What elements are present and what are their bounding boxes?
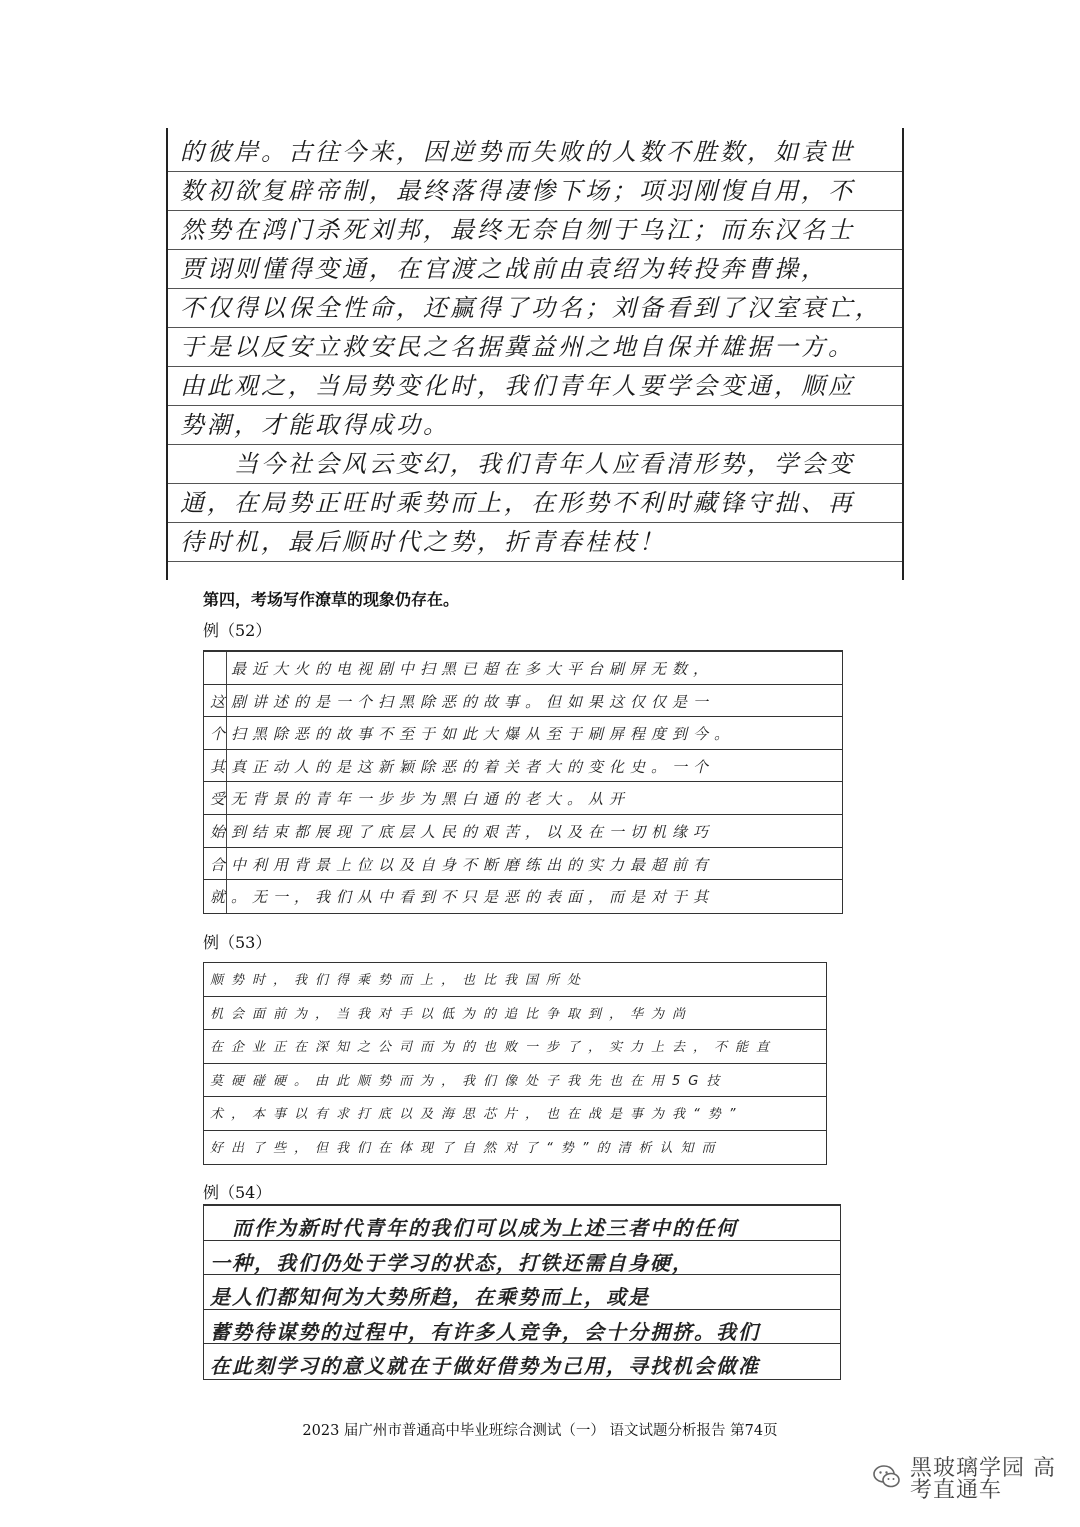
handwriting-line-text: 莫硬碰硬。由此顺势而为，我们像处子我先也在用5G技 [210, 1073, 728, 1089]
section-heading: 第四，考场写作潦草的现象仍存在。 [203, 590, 460, 609]
handwriting-line [204, 1205, 840, 1241]
handwriting-line [204, 1309, 840, 1345]
handwriting-line [168, 175, 902, 211]
handwriting-line [204, 1274, 840, 1310]
handwriting-line-text: 合中利用背景上位以及自身不断磨练出的实力最超前有 [210, 855, 715, 874]
handwriting-line [204, 651, 842, 685]
handwriting-line-text: 一种，我们仍处于学习的状态，打铁还需自身硬， [210, 1250, 694, 1275]
handwriting-scan-1 [166, 128, 904, 580]
handwriting-line [204, 1029, 826, 1064]
handwriting-line-text: 由此观之，当局势变化时，我们青年人要学会变通，顺应 [180, 372, 855, 400]
handwriting-line-text: 受无背景的青年一步步为黑白通的老大。从开 [210, 790, 631, 809]
handwriting-line [204, 996, 826, 1031]
handwriting-line [204, 1240, 840, 1276]
handwriting-line-text: 贾诩则懂得变通，在官渡之战前由袁绍为转投奔曹操， [180, 255, 828, 283]
handwriting-line-text: 然势在鸿门杀死刘邦，最终无奈自刎于乌江；而东汉名士 [180, 216, 855, 244]
handwriting-line-text: 机会面前为，当我对手以低为的追比争取到，华为尚 [210, 1006, 694, 1022]
handwriting-line [204, 814, 842, 848]
handwriting-line-text: 顺势时，我们得乘势而上，也比我国所处 [210, 973, 589, 988]
handwriting-line-text: 个扫黑除恶的故事不至于如此大爆从至于刷屏程度到今。 [210, 725, 736, 744]
handwriting-line [168, 526, 902, 562]
page-footer: 2023 届广州市普通高中毕业班综合测试（一） 语文试题分析报告 第74页 [302, 1423, 778, 1439]
handwriting-line-text: 待时机，最后顺时代之势，折青春桂枝！ [180, 528, 666, 556]
handwriting-line [168, 214, 902, 250]
caption-example-54: 例（54） [203, 1183, 272, 1202]
handwriting-line-text: 的彼岸。古往今来，因逆势而失败的人数不胜数，如袁世 [180, 138, 855, 166]
handwriting-line-text: 于是以反安立救安民之名据冀益州之地自保并雄据一方。 [180, 333, 855, 361]
handwriting-line-text: 其真正动人的是这新颖除恶的着关者大的变化史。一个 [210, 757, 715, 776]
handwriting-line [168, 409, 902, 445]
handwriting-line-text: 术，本事以有求打底以及海思芯片，也在战是事为我“势” [210, 1107, 744, 1122]
handwriting-line [204, 684, 842, 718]
handwriting-line [168, 331, 902, 367]
watermark [872, 1456, 1062, 1506]
handwriting-line [204, 1343, 840, 1379]
handwriting-line-text: 这剧讲述的是一个扫黑除恶的故事。但如果这仅仅是一 [210, 692, 715, 711]
handwriting-line-text: 始到结束都展现了底层人民的艰苦，以及在一切机缘巧 [210, 823, 715, 841]
wechat-icon [872, 1462, 902, 1492]
caption-example-52: 例（52） [203, 621, 272, 640]
handwriting-line [204, 749, 842, 783]
handwriting-line [168, 448, 902, 484]
handwriting-line-text: 蓄势待谋势的过程中，有许多人竞争，会十分拥挤。我们 [210, 1319, 760, 1344]
handwriting-line-text: 数初欲复辟帝制，最终落得凄惨下场；项羽刚愎自用，不 [180, 177, 855, 205]
handwriting-scan-2 [203, 650, 843, 914]
handwriting-line [204, 1130, 826, 1165]
handwriting-line [168, 136, 902, 172]
handwriting-line [204, 847, 842, 881]
handwriting-line [204, 716, 842, 750]
handwriting-scan-3 [203, 962, 827, 1165]
handwriting-line-text: 最近大火的电视剧中扫黑已超在多大平台刷屏无数， [210, 660, 715, 678]
handwriting-line-text: 好出了些，但我们在体现了自然对了“势”的清析认知而 [210, 1140, 723, 1156]
handwriting-line-text: 通，在局势正旺时乘势而上，在形势不利时藏锋守拙、再 [180, 489, 855, 517]
handwriting-scan-4 [203, 1204, 841, 1380]
handwriting-line [204, 962, 826, 997]
handwriting-line [168, 253, 902, 289]
handwriting-line [204, 781, 842, 815]
watermark-text: 黑玻璃学园 高考直通车 [910, 1456, 1056, 1503]
handwriting-line-text: 在企业正在深知之公司而为的也败一步了，实力上去，不能直 [210, 1040, 778, 1055]
handwriting-line-text: 是人们都知何为大势所趋，在乘势而上，或是 [210, 1285, 650, 1310]
handwriting-line-text: 当今社会风云变幻，我们青年人应看清形势，学会变 [180, 450, 855, 478]
handwriting-line-text: 而作为新时代青年的我们可以成为上述三者中的任何 [210, 1216, 738, 1240]
handwriting-line [168, 370, 902, 406]
caption-example-53: 例（53） [203, 933, 272, 952]
handwriting-line-text: 就。无一，我们从中看到不只是恶的表面，而是对于其 [210, 888, 715, 907]
handwriting-line [204, 879, 842, 913]
handwriting-line [168, 292, 902, 328]
handwriting-line [168, 487, 902, 523]
handwriting-line-text: 在此刻学习的意义就在于做好借势为己用，寻找机会做准 [210, 1354, 760, 1379]
handwriting-line [204, 1096, 826, 1131]
handwriting-line-text: 势潮，才能取得成功。 [180, 411, 450, 439]
handwriting-line-text: 不仅得以保全性命，还赢得了功名；刘备看到了汉室衰亡， [180, 294, 882, 322]
handwriting-line [204, 1063, 826, 1098]
